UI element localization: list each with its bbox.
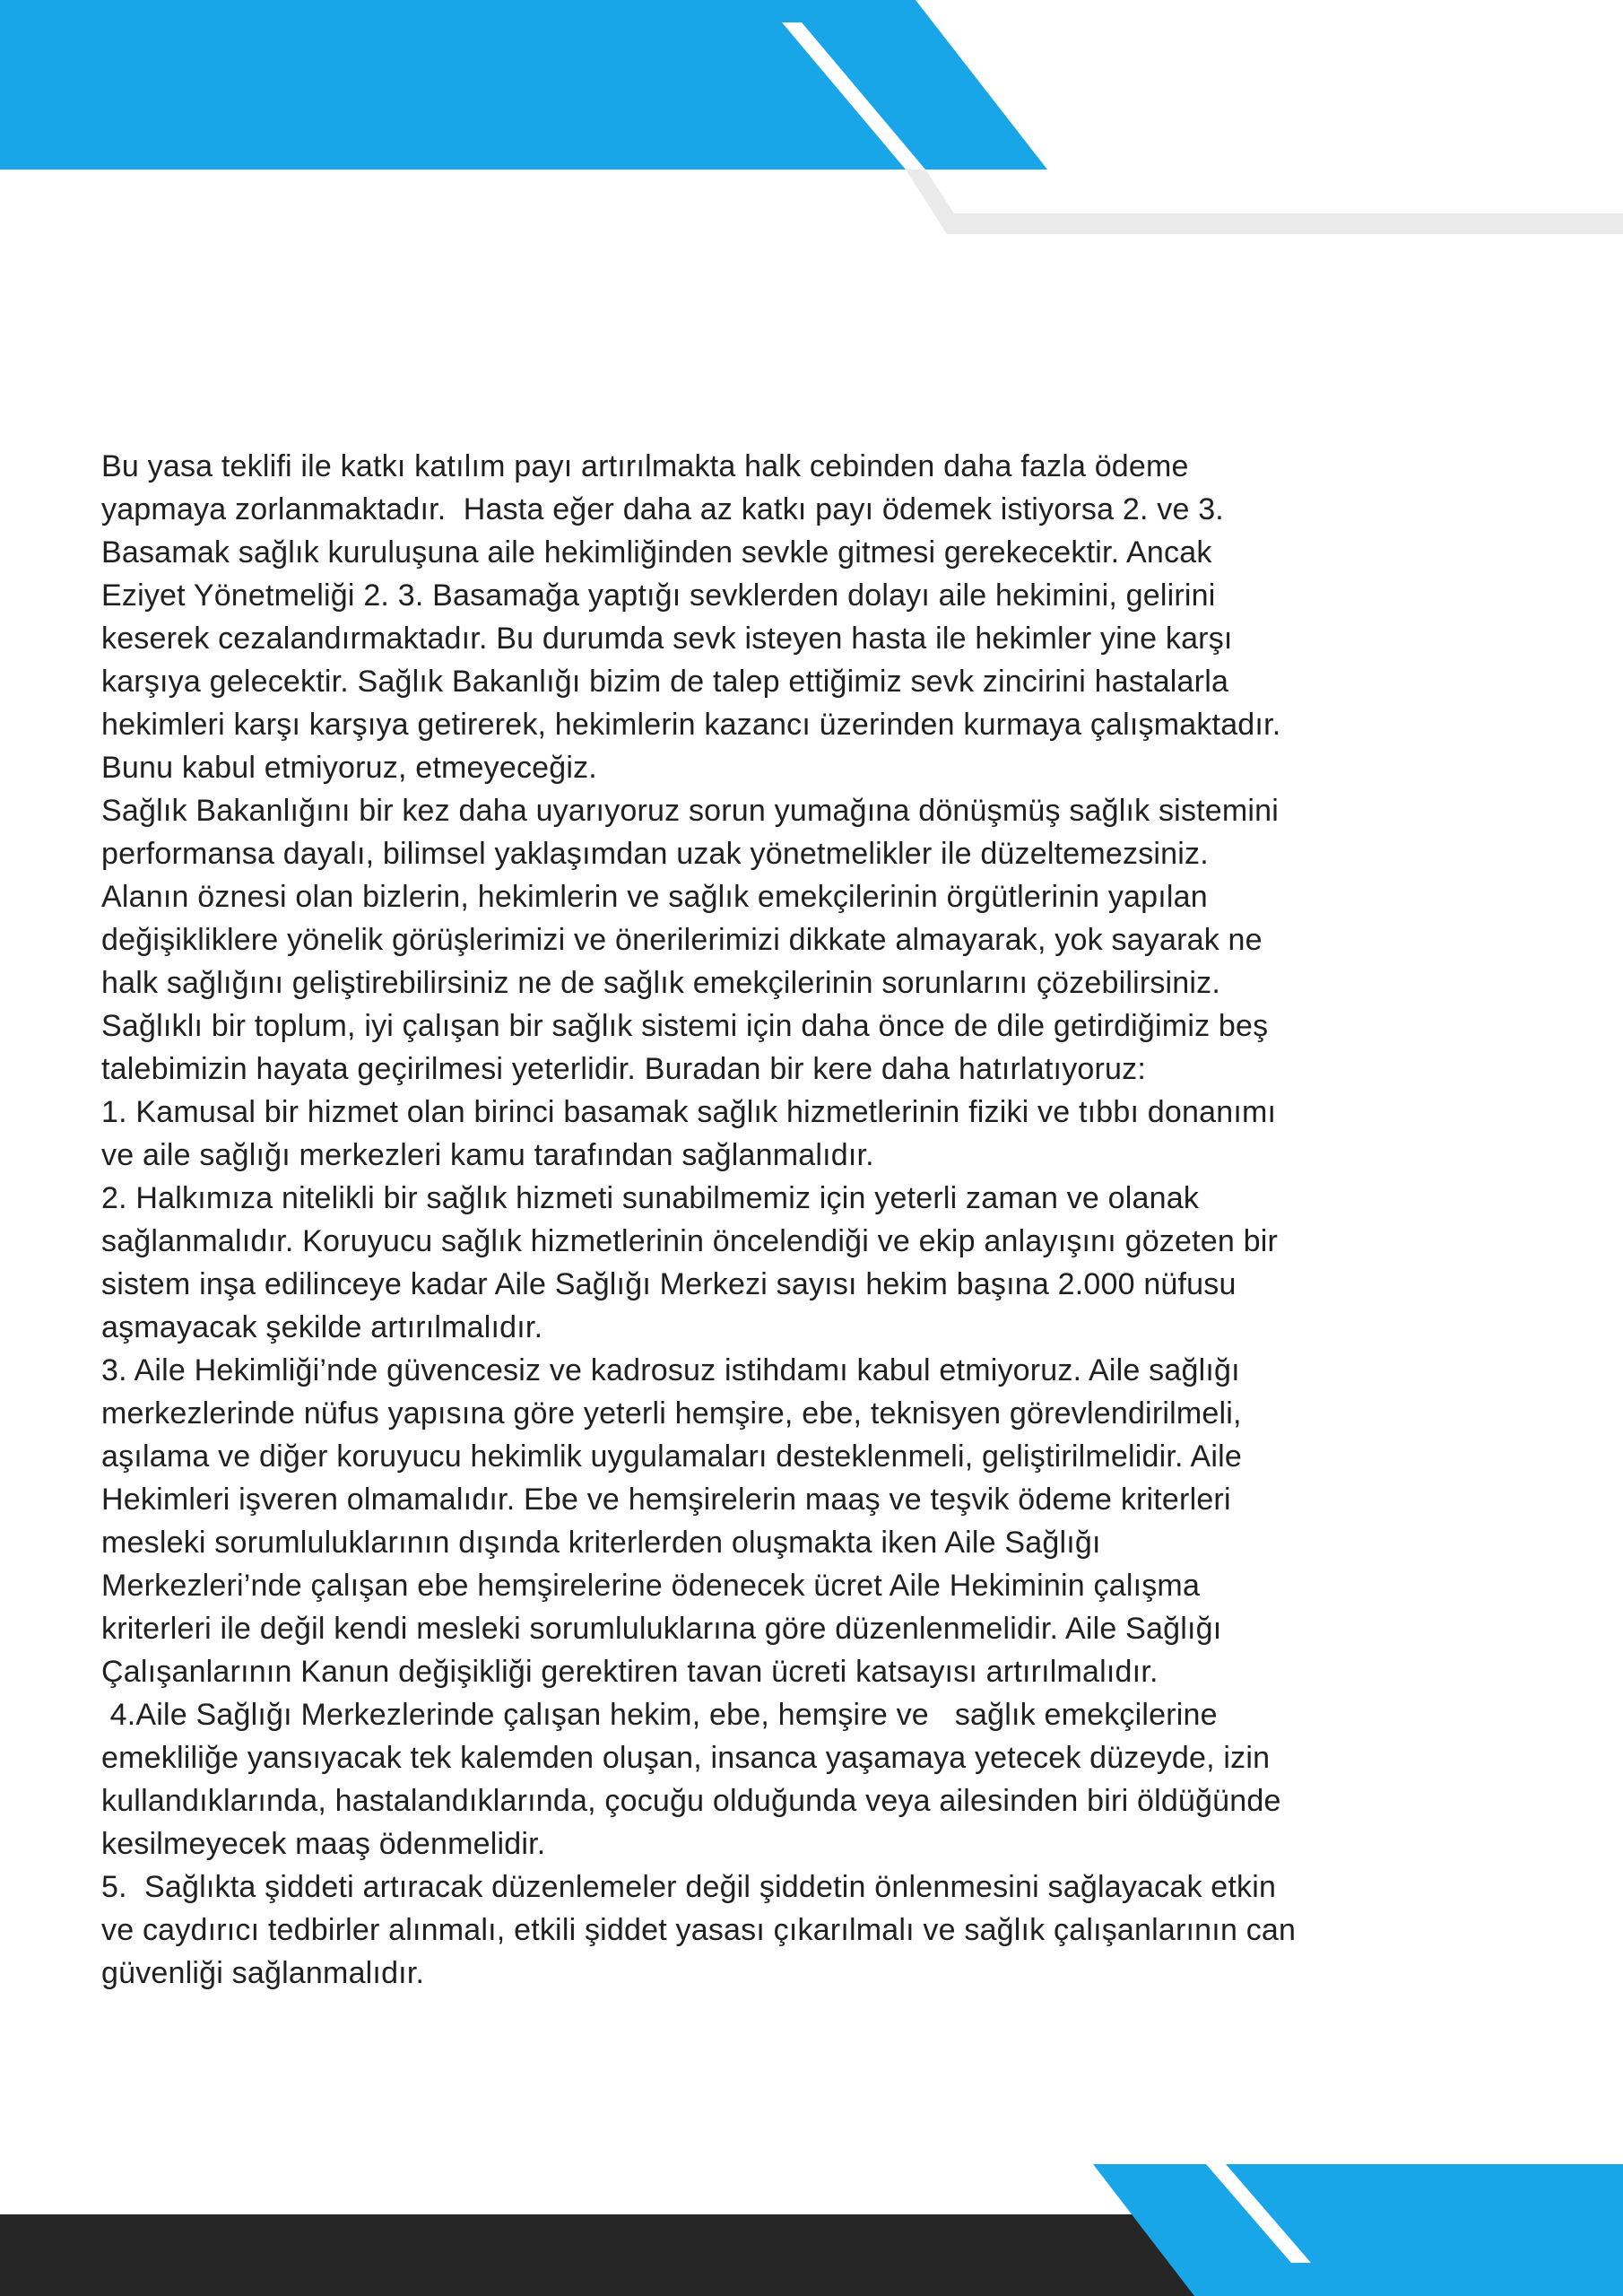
text-line: mesleki sorumluluklarının dışında kriterlerden oluşmakta iken Aile Sağlığı bbox=[101, 1526, 1101, 1560]
text-line: performansa dayalı, bilimsel yaklaşımdan uzak yönetmelikler ile düzeltemezsiniz. bbox=[101, 837, 1209, 871]
text-line: sistem inşa edilinceye kadar Aile Sağlığı Merkezi sayısı hekim başına 2.000 nüfusu bbox=[101, 1267, 1237, 1301]
text-line: kullandıklarında, hastalandıklarında, çocuğu olduğunda veya ailesinden biri öldüğünde bbox=[101, 1784, 1281, 1818]
text-line: 5. Sağlıkta şiddeti artıracak düzenlemeler değil şiddetin önlenmesini sağlayacak etkin bbox=[101, 1870, 1277, 1904]
text-line: keserek cezalandırmaktadır. Bu durumda sevk isteyen hasta ile hekimler yine karşı bbox=[101, 622, 1233, 656]
text-line: güvenliği sağlanmalıdır. bbox=[101, 1956, 425, 1990]
text-line: hekimleri karşı karşıya getirerek, hekimlerin kazancı üzerinden kurmaya çalışmaktadır. bbox=[101, 708, 1281, 742]
text-line: Çalışanlarının Kanun değişikliği gerektiren tavan ücreti katsayısı artırılmalıdır. bbox=[101, 1655, 1159, 1689]
header-gray-ribbon bbox=[906, 170, 1623, 234]
text-line: Sağlıklı bir toplum, iyi çalışan bir sağlık sistemi için daha önce de dile getirdiğimiz beş bbox=[101, 1009, 1269, 1043]
text-line: talebimizin hayata geçirilmesi yeterlidir. Buradan bir kere daha hatırlatıyoruz: bbox=[101, 1052, 1146, 1086]
text-line: aşmayacak şekilde artırılmalıdır. bbox=[101, 1310, 543, 1344]
text-line: ve aile sağlığı merkezleri kamu tarafından sağlanmalıdır. bbox=[101, 1138, 874, 1172]
text-line: aşılama ve diğer koruyucu hekimlik uygulamaları desteklenmeli, geliştirilmelidir. Aile bbox=[101, 1439, 1242, 1474]
text-line: merkezlerinde nüfus yapısına göre yeterli hemşire, ebe, teknisyen görevlendirilmeli, bbox=[101, 1396, 1242, 1431]
text-line: halk sağlığını geliştirebilirsiniz ne de sağlık emekçilerinin sorunlarını çözebilirsiniz. bbox=[101, 966, 1221, 1000]
text-line: 2. Halkımıza nitelikli bir sağlık hizmeti sunabilmemiz için yeterli zaman ve olanak bbox=[101, 1181, 1200, 1215]
document-text bbox=[101, 445, 1554, 1995]
text-line: 1. Kamusal bir hizmet olan birinci basamak sağlık hizmetlerinin fiziki ve tıbbı donanımı bbox=[101, 1095, 1277, 1129]
text-line: emekliliğe yansıyacak tek kalemden oluşan, insanca yaşamaya yetecek düzeyde, izin bbox=[101, 1741, 1271, 1775]
text-line: kesilmeyecek maaş ödenmelidir. bbox=[101, 1827, 546, 1861]
text-line: Sağlık Bakanlığını bir kez daha uyarıyoruz sorun yumağına dönüşmüş sağlık sistemini bbox=[101, 794, 1280, 828]
text-line: 3. Aile Hekimliği’nde güvencesiz ve kadrosuz istihdamı kabul etmiyoruz. Aile sağlığı bbox=[101, 1353, 1240, 1387]
text-line: 4.Aile Sağlığı Merkezlerinde çalışan hekim, ebe, hemşire ve sağlık emekçilerine bbox=[101, 1698, 1218, 1732]
text-line: karşıya gelecektir. Sağlık Bakanlığı bizim de talep ettiğimiz sevk zincirini hastalarla bbox=[101, 665, 1229, 699]
text-line: Basamak sağlık kuruluşuna aile hekimliğinden sevkle gitmesi gerekecektir. Ancak bbox=[101, 535, 1212, 570]
text-line: ve caydırıcı tedbirler alınmalı, etkili şiddet yasası çıkarılmalı ve sağlık çalışanlarının can bbox=[101, 1913, 1297, 1947]
text-line: Hekimleri işveren olmamalıdır. Ebe ve hemşirelerin maaş ve teşvik ödeme kriterleri bbox=[101, 1483, 1231, 1517]
text-line: Bunu kabul etmiyoruz, etmeyeceğiz. bbox=[101, 751, 597, 785]
text-line: değişikliklere yönelik görüşlerimizi ve önerilerimizi dikkate almayarak, yok sayarak ne bbox=[101, 923, 1263, 957]
text-line: Eziyet Yönetmeliği 2. 3. Basamağa yaptığı sevklerden dolayı aile hekimini, gelirini bbox=[101, 578, 1216, 613]
text-line: sağlanmalıdır. Koruyucu sağlık hizmetlerinin öncelendiği ve ekip anlayışını gözeten bir bbox=[101, 1224, 1279, 1258]
text-line: Alanın öznesi olan bizlerin, hekimlerin ve sağlık emekçilerinin örgütlerinin yapılan bbox=[101, 880, 1208, 914]
text-line: kriterleri ile değil kendi mesleki sorumluluklarına göre düzenlenmelidir. Aile Sağlığı bbox=[101, 1612, 1222, 1646]
text-line: Merkezleri’nde çalışan ebe hemşirelerine ödenecek ücret Aile Hekiminin çalışma bbox=[101, 1569, 1201, 1603]
footer-dark-band bbox=[0, 2214, 1264, 2296]
text-line: yapmaya zorlanmaktadır. Hasta eğer daha az katkı payı ödemek istiyorsa 2. ve 3. bbox=[101, 492, 1224, 526]
text-line: Bu yasa teklifi ile katkı katılım payı artırılmakta halk cebinden daha fazla ödeme bbox=[101, 449, 1189, 483]
